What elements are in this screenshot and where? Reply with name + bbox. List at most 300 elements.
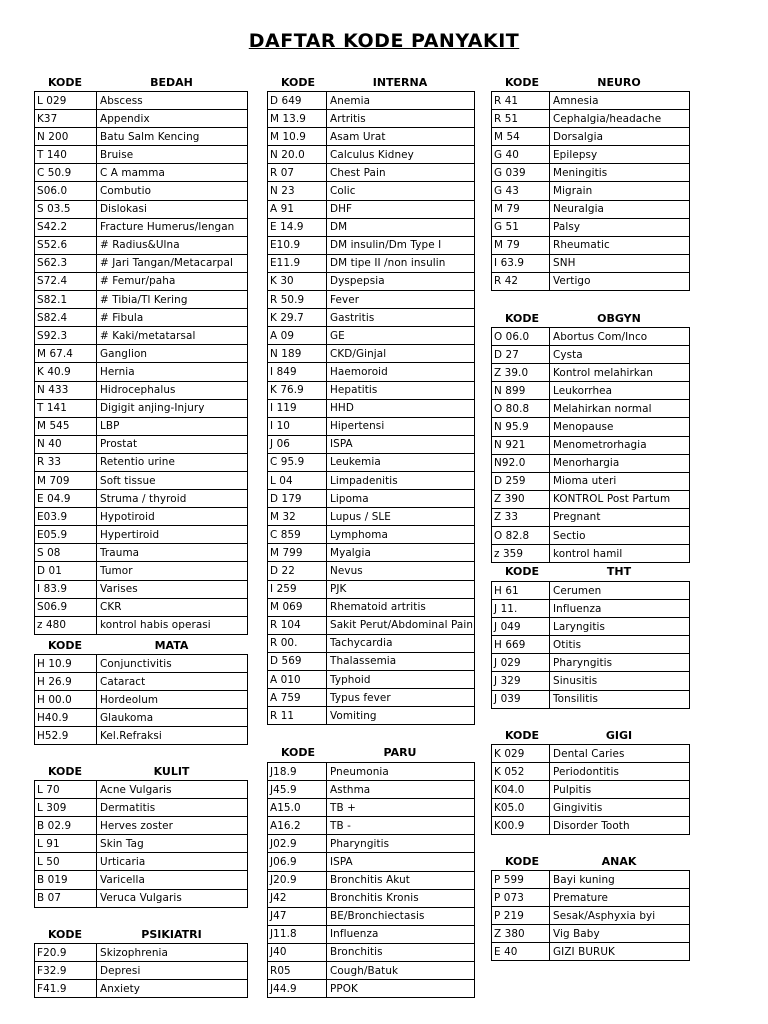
table-row <box>35 128 248 146</box>
disease-code: N 20.0 <box>268 146 327 164</box>
disease-name: Cephalgia/headache <box>550 110 690 128</box>
disease-name: Thalassemia <box>327 652 475 670</box>
disease-name: CKD/Ginjal <box>327 345 475 363</box>
table-row <box>268 435 475 453</box>
disease-code: J 329 <box>492 672 550 690</box>
table-row <box>35 655 248 673</box>
disease-code: Z 33 <box>492 508 550 526</box>
table-row <box>268 92 475 110</box>
disease-name: Asthma <box>327 781 475 799</box>
disease-name: Sakit Perut/Abdominal Pain <box>327 616 475 634</box>
disease-name: Lipoma <box>327 490 475 508</box>
disease-code: K 029 <box>492 745 550 763</box>
disease-name: Fever <box>327 291 475 309</box>
table-row <box>35 727 248 745</box>
table-row <box>492 654 690 672</box>
disease-name: # Kaki/metatarsal <box>97 327 248 345</box>
table-row <box>35 254 248 272</box>
disease-name: Skin Tag <box>97 835 248 853</box>
disease-name: Tonsilitis <box>550 690 690 708</box>
disease-code: H 00.0 <box>35 691 97 709</box>
table-row <box>492 871 690 889</box>
disease-code: D 259 <box>492 472 550 490</box>
disease-code: Z 390 <box>492 490 550 508</box>
disease-code: E 14.9 <box>268 218 327 236</box>
code-table-neuro <box>491 91 690 291</box>
disease-name: Acne Vulgaris <box>97 781 248 799</box>
disease-name: Dermatitis <box>97 799 248 817</box>
table-row <box>268 327 475 345</box>
table-row <box>492 889 690 907</box>
disease-code: S52.6 <box>35 236 97 254</box>
section-name: BEDAH <box>150 76 193 89</box>
disease-name: BE/Bronchiectasis <box>327 907 475 925</box>
disease-code: N 899 <box>492 382 550 400</box>
table-row <box>492 364 690 382</box>
disease-code: I 63.9 <box>492 254 550 272</box>
disease-name: Glaukoma <box>97 709 248 727</box>
section-name: THT <box>606 565 632 578</box>
disease-code: J 11. <box>492 600 550 618</box>
table-row <box>268 889 475 907</box>
disease-code: M 79 <box>492 236 550 254</box>
disease-name: Dorsalgia <box>550 128 690 146</box>
table-row <box>268 817 475 835</box>
table-row <box>492 328 690 346</box>
table-row <box>35 363 248 381</box>
disease-name: Fracture Humerus/lengan <box>97 218 248 236</box>
disease-name: # Radius&Ulna <box>97 236 248 254</box>
disease-name: Veruca Vulgaris <box>97 889 248 907</box>
table-row <box>268 598 475 616</box>
section-name: ANAK <box>601 855 637 868</box>
disease-code: I 10 <box>268 417 327 435</box>
disease-code: T 140 <box>35 146 97 164</box>
disease-code: J11.8 <box>268 925 327 943</box>
disease-code: Z 39.0 <box>492 364 550 382</box>
table-row <box>35 962 248 980</box>
table-row <box>268 562 475 580</box>
disease-name: Chest Pain <box>327 164 475 182</box>
disease-code: R 50.9 <box>268 291 327 309</box>
disease-name: Kel.Refraksi <box>97 727 248 745</box>
disease-name: CKR <box>97 598 248 616</box>
disease-name: Palsy <box>550 218 690 236</box>
section-header-paru <box>267 743 474 761</box>
table-row <box>35 309 248 327</box>
table-row <box>492 254 690 272</box>
disease-name: Dental Caries <box>550 745 690 763</box>
table-row <box>492 690 690 708</box>
disease-code: R05 <box>268 962 327 980</box>
disease-code: R 11 <box>268 707 327 725</box>
table-row <box>492 636 690 654</box>
disease-code: M 545 <box>35 417 97 435</box>
disease-code: N 433 <box>35 381 97 399</box>
disease-code: J47 <box>268 907 327 925</box>
disease-code: R 33 <box>35 453 97 471</box>
section-header-bedah <box>34 73 247 91</box>
code-table-gigi <box>491 744 690 835</box>
table-row <box>492 925 690 943</box>
kode-column-header: KODE <box>505 312 540 325</box>
disease-code: L 70 <box>35 781 97 799</box>
disease-name: Influenza <box>327 925 475 943</box>
table-row <box>492 92 690 110</box>
table-row <box>268 763 475 781</box>
table-row <box>268 417 475 435</box>
disease-name: Menorhargia <box>550 454 690 472</box>
table-row <box>492 218 690 236</box>
disease-code: J06.9 <box>268 853 327 871</box>
disease-name: Batu Salm Kencing <box>97 128 248 146</box>
table-row <box>492 128 690 146</box>
disease-name: Depresi <box>97 962 248 980</box>
disease-code: E 04.9 <box>35 490 97 508</box>
code-table-anak <box>491 870 690 961</box>
section-header-neuro <box>491 73 689 91</box>
table-row <box>268 363 475 381</box>
code-table-bedah <box>34 91 248 635</box>
table-row <box>35 490 248 508</box>
table-row <box>492 508 690 526</box>
table-row <box>268 526 475 544</box>
table-row <box>492 781 690 799</box>
disease-code: z 359 <box>492 545 550 563</box>
disease-name: Periodontitis <box>550 763 690 781</box>
table-row <box>35 709 248 727</box>
disease-name: Herves zoster <box>97 817 248 835</box>
disease-name: # Femur/paha <box>97 272 248 290</box>
disease-name: TB + <box>327 799 475 817</box>
table-row <box>268 291 475 309</box>
table-row <box>35 345 248 363</box>
disease-code: I 83.9 <box>35 580 97 598</box>
table-row <box>268 671 475 689</box>
disease-code: S42.2 <box>35 218 97 236</box>
disease-name: Kontrol melahirkan <box>550 364 690 382</box>
table-row <box>35 218 248 236</box>
disease-code: N92.0 <box>492 454 550 472</box>
disease-name: Trauma <box>97 544 248 562</box>
table-row <box>268 980 475 998</box>
disease-name: Appendix <box>97 110 248 128</box>
disease-code: D 569 <box>268 652 327 670</box>
disease-code: S06.9 <box>35 598 97 616</box>
disease-code: O 06.0 <box>492 328 550 346</box>
disease-name: Limpadenitis <box>327 471 475 489</box>
table-row <box>268 580 475 598</box>
table-row <box>35 691 248 709</box>
table-row <box>268 490 475 508</box>
table-row <box>35 598 248 616</box>
disease-code: A 010 <box>268 671 327 689</box>
table-row <box>268 689 475 707</box>
section-name: PSIKIATRI <box>141 928 202 941</box>
code-table-kulit <box>34 780 248 908</box>
disease-code: M 069 <box>268 598 327 616</box>
disease-name: Cysta <box>550 346 690 364</box>
disease-name: Tachycardia <box>327 634 475 652</box>
disease-code: S06.0 <box>35 182 97 200</box>
disease-name: Conjunctivitis <box>97 655 248 673</box>
table-row <box>35 435 248 453</box>
table-row <box>268 508 475 526</box>
table-row <box>492 907 690 925</box>
disease-code: C 50.9 <box>35 164 97 182</box>
disease-code: E10.9 <box>268 236 327 254</box>
table-row <box>35 673 248 691</box>
disease-name: Colic <box>327 182 475 200</box>
disease-code: M 67.4 <box>35 345 97 363</box>
disease-name: Disorder Tooth <box>550 817 690 835</box>
table-row <box>268 907 475 925</box>
table-row <box>35 889 248 907</box>
disease-name: # Fibula <box>97 309 248 327</box>
disease-code: K37 <box>35 110 97 128</box>
disease-name: Hernia <box>97 363 248 381</box>
disease-name: Lupus / SLE <box>327 508 475 526</box>
disease-name: Urticaria <box>97 853 248 871</box>
disease-name: Influenza <box>550 600 690 618</box>
table-row <box>268 781 475 799</box>
disease-name: HHD <box>327 399 475 417</box>
disease-code: A 759 <box>268 689 327 707</box>
disease-code: K05.0 <box>492 799 550 817</box>
page-title: DAFTAR KODE PANYAKIT <box>248 30 520 52</box>
table-row <box>492 400 690 418</box>
table-row <box>268 453 475 471</box>
disease-name: LBP <box>97 417 248 435</box>
disease-code: G 40 <box>492 146 550 164</box>
disease-name: Pharyngitis <box>327 835 475 853</box>
disease-name: Leukorrhea <box>550 382 690 400</box>
disease-name: Cerumen <box>550 582 690 600</box>
disease-name: Bronchitis Akut <box>327 871 475 889</box>
table-row <box>268 871 475 889</box>
disease-name: Vig Baby <box>550 925 690 943</box>
disease-code: L 91 <box>35 835 97 853</box>
disease-name: Combutio <box>97 182 248 200</box>
disease-name: Bayi kuning <box>550 871 690 889</box>
disease-name: KONTROL Post Partum <box>550 490 690 508</box>
disease-code: M 799 <box>268 544 327 562</box>
disease-code: B 02.9 <box>35 817 97 835</box>
kode-column-header: KODE <box>48 765 83 778</box>
table-row <box>492 164 690 182</box>
table-row <box>492 236 690 254</box>
table-row <box>492 436 690 454</box>
disease-name: Epilepsy <box>550 146 690 164</box>
section-name: KULIT <box>153 765 190 778</box>
table-row <box>492 618 690 636</box>
disease-name: SNH <box>550 254 690 272</box>
disease-code: G 51 <box>492 218 550 236</box>
disease-code: L 04 <box>268 471 327 489</box>
disease-name: Amnesia <box>550 92 690 110</box>
code-table-paru <box>267 762 475 998</box>
table-row <box>268 309 475 327</box>
disease-code: S82.4 <box>35 309 97 327</box>
section-header-obgyn <box>491 309 689 327</box>
table-row <box>492 200 690 218</box>
section-header-tht <box>491 562 689 580</box>
table-row <box>268 943 475 961</box>
table-row <box>492 600 690 618</box>
section-header-gigi <box>491 726 689 744</box>
table-row <box>35 471 248 489</box>
disease-name: Lymphoma <box>327 526 475 544</box>
disease-code: L 029 <box>35 92 97 110</box>
disease-code: H 26.9 <box>35 673 97 691</box>
table-row <box>268 272 475 290</box>
kode-column-header: KODE <box>505 855 540 868</box>
table-row <box>35 562 248 580</box>
disease-name: Retentio urine <box>97 453 248 471</box>
disease-code: R 42 <box>492 272 550 290</box>
table-row <box>35 164 248 182</box>
disease-name: Migrain <box>550 182 690 200</box>
disease-code: N 23 <box>268 182 327 200</box>
table-row <box>492 182 690 200</box>
disease-code: O 82.8 <box>492 527 550 545</box>
disease-name: Anemia <box>327 92 475 110</box>
disease-name: Pharyngitis <box>550 654 690 672</box>
kode-column-header: KODE <box>281 746 316 759</box>
disease-name: Hidrocephalus <box>97 381 248 399</box>
disease-name: Hypertiroid <box>97 526 248 544</box>
table-row <box>35 110 248 128</box>
disease-name: Abortus Com/Inco <box>550 328 690 346</box>
table-row <box>35 944 248 962</box>
disease-name: Myalgia <box>327 544 475 562</box>
disease-name: DM <box>327 218 475 236</box>
disease-name: Premature <box>550 889 690 907</box>
kode-column-header: KODE <box>505 729 540 742</box>
disease-code: D 27 <box>492 346 550 364</box>
disease-code: T 141 <box>35 399 97 417</box>
table-row <box>492 527 690 545</box>
table-row <box>268 164 475 182</box>
disease-code: J20.9 <box>268 871 327 889</box>
disease-code: F41.9 <box>35 980 97 998</box>
disease-name: Struma / thyroid <box>97 490 248 508</box>
disease-name: Ganglion <box>97 345 248 363</box>
code-table-mata <box>34 654 248 745</box>
disease-name: Varicella <box>97 871 248 889</box>
disease-name: Anxiety <box>97 980 248 998</box>
disease-name: Dyspepsia <box>327 272 475 290</box>
disease-code: D 179 <box>268 490 327 508</box>
disease-name: GIZI BURUK <box>550 943 690 961</box>
table-row <box>268 853 475 871</box>
table-row <box>35 327 248 345</box>
disease-code: J45.9 <box>268 781 327 799</box>
disease-name: Gingivitis <box>550 799 690 817</box>
table-row <box>35 580 248 598</box>
disease-name: DHF <box>327 200 475 218</box>
disease-code: I 259 <box>268 580 327 598</box>
disease-name: Sinusitis <box>550 672 690 690</box>
kode-column-header: KODE <box>48 76 83 89</box>
disease-code: H 10.9 <box>35 655 97 673</box>
disease-name: Mioma uteri <box>550 472 690 490</box>
table-row <box>268 634 475 652</box>
table-row <box>268 200 475 218</box>
disease-name: Hordeolum <box>97 691 248 709</box>
disease-code: S72.4 <box>35 272 97 290</box>
disease-name: Digigit anjing-Injury <box>97 399 248 417</box>
disease-code: R 00. <box>268 634 327 652</box>
table-row <box>268 652 475 670</box>
disease-code: P 073 <box>492 889 550 907</box>
disease-code: N 921 <box>492 436 550 454</box>
disease-name: Abscess <box>97 92 248 110</box>
disease-code: I 119 <box>268 399 327 417</box>
table-row <box>268 110 475 128</box>
disease-code: C 95.9 <box>268 453 327 471</box>
table-row <box>268 707 475 725</box>
disease-code: K 052 <box>492 763 550 781</box>
kode-column-header: KODE <box>281 76 316 89</box>
disease-code: J02.9 <box>268 835 327 853</box>
disease-name: Bronchitis Kronis <box>327 889 475 907</box>
disease-code: N 200 <box>35 128 97 146</box>
table-row <box>268 381 475 399</box>
table-row <box>492 763 690 781</box>
disease-code: M 79 <box>492 200 550 218</box>
disease-name: Menopause <box>550 418 690 436</box>
disease-code: A 09 <box>268 327 327 345</box>
table-row <box>268 182 475 200</box>
disease-code: B 019 <box>35 871 97 889</box>
kode-column-header: KODE <box>505 565 540 578</box>
table-row <box>35 799 248 817</box>
disease-name: Neuralgia <box>550 200 690 218</box>
disease-name: Calculus Kidney <box>327 146 475 164</box>
table-row <box>35 853 248 871</box>
disease-name: Sectio <box>550 527 690 545</box>
table-row <box>492 943 690 961</box>
code-table-obgyn <box>491 327 690 563</box>
disease-code: D 22 <box>268 562 327 580</box>
disease-code: z 480 <box>35 616 97 634</box>
section-header-mata <box>34 636 247 654</box>
disease-name: Hipertensi <box>327 417 475 435</box>
disease-code: M 32 <box>268 508 327 526</box>
section-name: MATA <box>154 639 189 652</box>
disease-name: Pneumonia <box>327 763 475 781</box>
table-row <box>35 871 248 889</box>
disease-code: R 41 <box>492 92 550 110</box>
disease-code: G 43 <box>492 182 550 200</box>
disease-code: J42 <box>268 889 327 907</box>
table-row <box>35 291 248 309</box>
disease-name: Dislokasi <box>97 200 248 218</box>
disease-code: I 849 <box>268 363 327 381</box>
code-table-interna <box>267 91 475 725</box>
disease-name: Meningitis <box>550 164 690 182</box>
disease-name: Skizophrenia <box>97 944 248 962</box>
section-name: GIGI <box>605 729 633 742</box>
disease-code: H 669 <box>492 636 550 654</box>
table-row <box>35 381 248 399</box>
disease-name: Nevus <box>327 562 475 580</box>
table-row <box>35 272 248 290</box>
disease-code: R 104 <box>268 616 327 634</box>
disease-name: DM tipe II /non insulin <box>327 254 475 272</box>
disease-code: G 039 <box>492 164 550 182</box>
